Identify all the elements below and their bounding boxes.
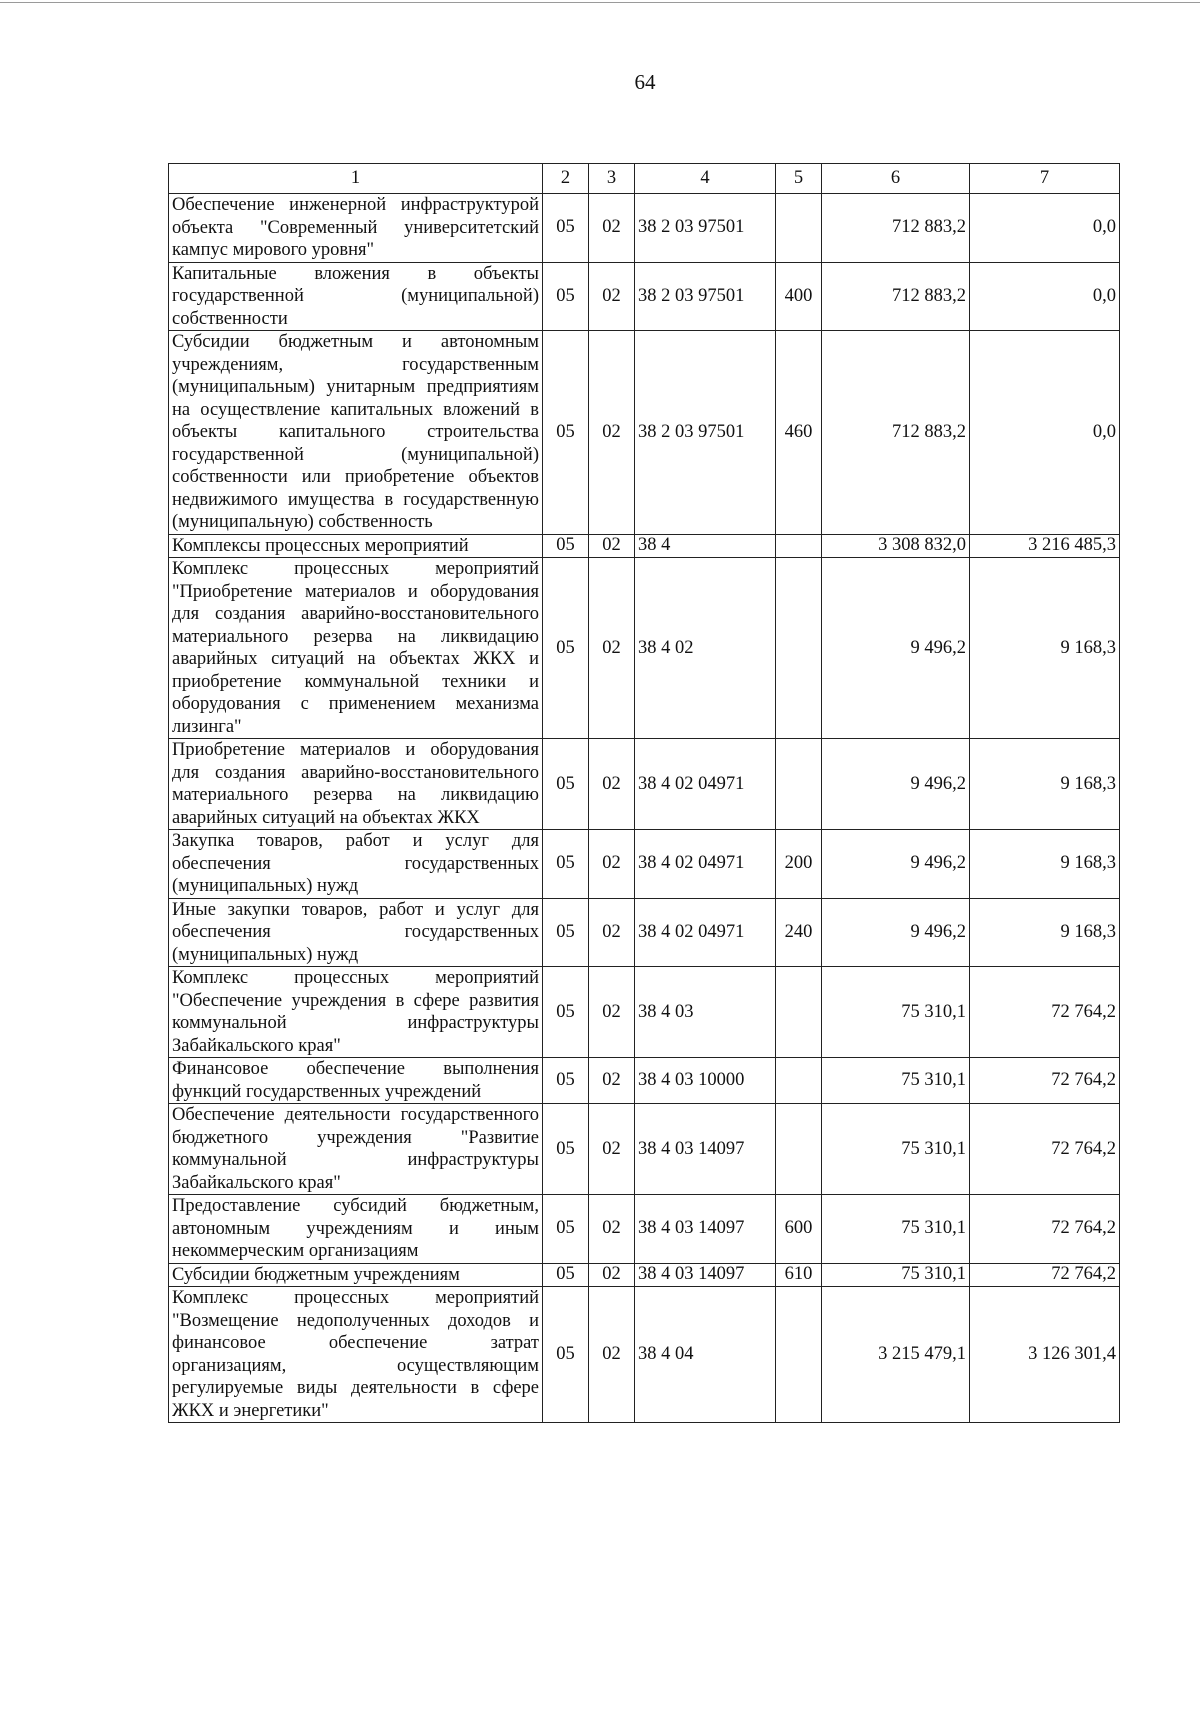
row-expense-type: [776, 1287, 822, 1423]
row-section: 05: [543, 331, 589, 535]
row-expense-type: 460: [776, 331, 822, 535]
table-row: [169, 1058, 1120, 1104]
row-expense-type: [776, 1104, 822, 1195]
row-name: Комплекс процессных мероприятий "Возмещение недополученных доходов и финансовое обеспечение затрат организациям, осуществляющим регулируемые виды деятельности в сфере ЖКХ и энергетики": [169, 1287, 543, 1423]
row-target-article: 38 2 03 97501: [635, 194, 776, 263]
row-expense-type: [776, 534, 822, 558]
row-target-article: 38 4: [635, 534, 776, 558]
row-name: Комплекс процессных мероприятий "Приобретение материалов и оборудования для создания аварийно-восстановительного материального резерва на ликвидацию аварийных ситуаций на объектах ЖКХ и приобретение коммунальной техники и оборудования с применением механизма лизинга": [169, 558, 543, 739]
row-expense-type: 400: [776, 262, 822, 331]
row-amount-col6: 9 496,2: [822, 830, 970, 899]
row-amount-col6: 712 883,2: [822, 331, 970, 535]
row-name: Обеспечение деятельности государственного бюджетного учреждения "Развитие коммунальной инфраструктуры Забайкальского края": [169, 1104, 543, 1195]
row-section: 05: [543, 1263, 589, 1287]
row-section: 05: [543, 1104, 589, 1195]
row-amount-col7: 0,0: [970, 262, 1120, 331]
row-subsection: 02: [589, 534, 635, 558]
table-row: [169, 262, 1120, 331]
row-section: 05: [543, 1058, 589, 1104]
header-col-1: 1: [169, 164, 543, 194]
row-name: Комплексы процессных мероприятий: [169, 534, 543, 558]
header-col-4: 4: [635, 164, 776, 194]
row-target-article: 38 4 03 14097: [635, 1263, 776, 1287]
header-row: [169, 164, 1120, 194]
row-section: 05: [543, 1195, 589, 1264]
table-row: [169, 1104, 1120, 1195]
row-amount-col7: 9 168,3: [970, 830, 1120, 899]
row-subsection: 02: [589, 1287, 635, 1423]
row-amount-col6: 712 883,2: [822, 194, 970, 263]
row-expense-type: [776, 558, 822, 739]
row-target-article: 38 2 03 97501: [635, 331, 776, 535]
row-expense-type: 240: [776, 898, 822, 967]
row-subsection: 02: [589, 830, 635, 899]
header-col-5: 5: [776, 164, 822, 194]
page-number: 64: [634, 70, 656, 94]
row-amount-col7: 0,0: [970, 194, 1120, 263]
row-target-article: 38 4 02 04971: [635, 830, 776, 899]
row-target-article: 38 4 02 04971: [635, 739, 776, 830]
row-section: 05: [543, 830, 589, 899]
row-target-article: 38 4 02: [635, 558, 776, 739]
table-row: [169, 331, 1120, 535]
header-col-3: 3: [589, 164, 635, 194]
row-expense-type: 610: [776, 1263, 822, 1287]
row-subsection: 02: [589, 1263, 635, 1287]
row-expense-type: [776, 739, 822, 830]
row-name: Субсидии бюджетным учреждениям: [169, 1263, 543, 1287]
row-section: 05: [543, 898, 589, 967]
row-name: Комплекс процессных мероприятий "Обеспечение учреждения в сфере развития коммунальной инфраструктуры Забайкальского края": [169, 967, 543, 1058]
row-subsection: 02: [589, 1104, 635, 1195]
row-name: Субсидии бюджетным и автономным учреждениям, государственным (муниципальным) унитарным предприятиям на осуществление капитальных вложений в объекты капитального строительства государственной (муниципальной) собственности или приобретение объектов недвижимого имущества в государственную (муниципальную) собственность: [169, 331, 543, 535]
row-section: 05: [543, 739, 589, 830]
row-amount-col7: 3 216 485,3: [970, 534, 1120, 558]
row-amount-col6: 712 883,2: [822, 262, 970, 331]
table-row: [169, 898, 1120, 967]
row-amount-col6: 3 308 832,0: [822, 534, 970, 558]
row-amount-col7: 9 168,3: [970, 558, 1120, 739]
row-target-article: 38 4 03 10000: [635, 1058, 776, 1104]
row-subsection: 02: [589, 967, 635, 1058]
row-name: Капитальные вложения в объекты государственной (муниципальной) собственности: [169, 262, 543, 331]
table-row: [169, 1263, 1120, 1287]
row-amount-col6: 75 310,1: [822, 1263, 970, 1287]
row-target-article: 38 4 02 04971: [635, 898, 776, 967]
row-expense-type: [776, 967, 822, 1058]
row-amount-col6: 9 496,2: [822, 739, 970, 830]
table-row: [169, 830, 1120, 899]
row-subsection: 02: [589, 194, 635, 263]
budget-table: [168, 163, 1120, 1423]
row-amount-col6: 3 215 479,1: [822, 1287, 970, 1423]
row-section: 05: [543, 262, 589, 331]
row-name: Предоставление субсидий бюджетным, автономным учреждениям и иным некоммерческим организациям: [169, 1195, 543, 1264]
row-subsection: 02: [589, 898, 635, 967]
row-name: Финансовое обеспечение выполнения функций государственных учреждений: [169, 1058, 543, 1104]
row-amount-col6: 75 310,1: [822, 967, 970, 1058]
row-section: 05: [543, 194, 589, 263]
row-amount-col6: 9 496,2: [822, 558, 970, 739]
row-section: 05: [543, 1287, 589, 1423]
scan-top-edge: [0, 2, 1200, 3]
table-row: [169, 1287, 1120, 1423]
row-target-article: 38 2 03 97501: [635, 262, 776, 331]
row-subsection: 02: [589, 739, 635, 830]
row-expense-type: [776, 1058, 822, 1104]
row-amount-col6: 75 310,1: [822, 1195, 970, 1264]
table-body: [169, 194, 1120, 1423]
table-row: [169, 534, 1120, 558]
header-col-2: 2: [543, 164, 589, 194]
row-name: Иные закупки товаров, работ и услуг для обеспечения государственных (муниципальных) нужд: [169, 898, 543, 967]
row-section: 05: [543, 967, 589, 1058]
row-amount-col7: 3 126 301,4: [970, 1287, 1120, 1423]
row-amount-col7: 9 168,3: [970, 898, 1120, 967]
row-section: 05: [543, 534, 589, 558]
table-row: [169, 739, 1120, 830]
row-target-article: 38 4 03 14097: [635, 1104, 776, 1195]
row-expense-type: 600: [776, 1195, 822, 1264]
row-amount-col6: 75 310,1: [822, 1058, 970, 1104]
row-amount-col7: 9 168,3: [970, 739, 1120, 830]
table-row: [169, 1195, 1120, 1264]
row-target-article: 38 4 04: [635, 1287, 776, 1423]
row-name: Закупка товаров, работ и услуг для обеспечения государственных (муниципальных) нужд: [169, 830, 543, 899]
row-amount-col7: 0,0: [970, 331, 1120, 535]
row-amount-col7: 72 764,2: [970, 1104, 1120, 1195]
row-expense-type: 200: [776, 830, 822, 899]
row-subsection: 02: [589, 558, 635, 739]
row-target-article: 38 4 03: [635, 967, 776, 1058]
row-amount-col7: 72 764,2: [970, 1058, 1120, 1104]
table-row: [169, 194, 1120, 263]
row-section: 05: [543, 558, 589, 739]
row-subsection: 02: [589, 331, 635, 535]
row-name: Обеспечение инженерной инфраструктурой объекта "Современный университетский кампус мирового уровня": [169, 194, 543, 263]
header-col-7: 7: [970, 164, 1120, 194]
row-target-article: 38 4 03 14097: [635, 1195, 776, 1264]
row-amount-col7: 72 764,2: [970, 1195, 1120, 1264]
table-row: [169, 967, 1120, 1058]
table-row: [169, 558, 1120, 739]
row-subsection: 02: [589, 262, 635, 331]
header-col-6: 6: [822, 164, 970, 194]
row-amount-col7: 72 764,2: [970, 967, 1120, 1058]
row-amount-col6: 75 310,1: [822, 1104, 970, 1195]
row-subsection: 02: [589, 1195, 635, 1264]
row-amount-col7: 72 764,2: [970, 1263, 1120, 1287]
row-amount-col6: 9 496,2: [822, 898, 970, 967]
row-subsection: 02: [589, 1058, 635, 1104]
row-expense-type: [776, 194, 822, 263]
row-name: Приобретение материалов и оборудования для создания аварийно-восстановительного материального резерва на ликвидацию аварийных ситуаций на объектах ЖКХ: [169, 739, 543, 830]
